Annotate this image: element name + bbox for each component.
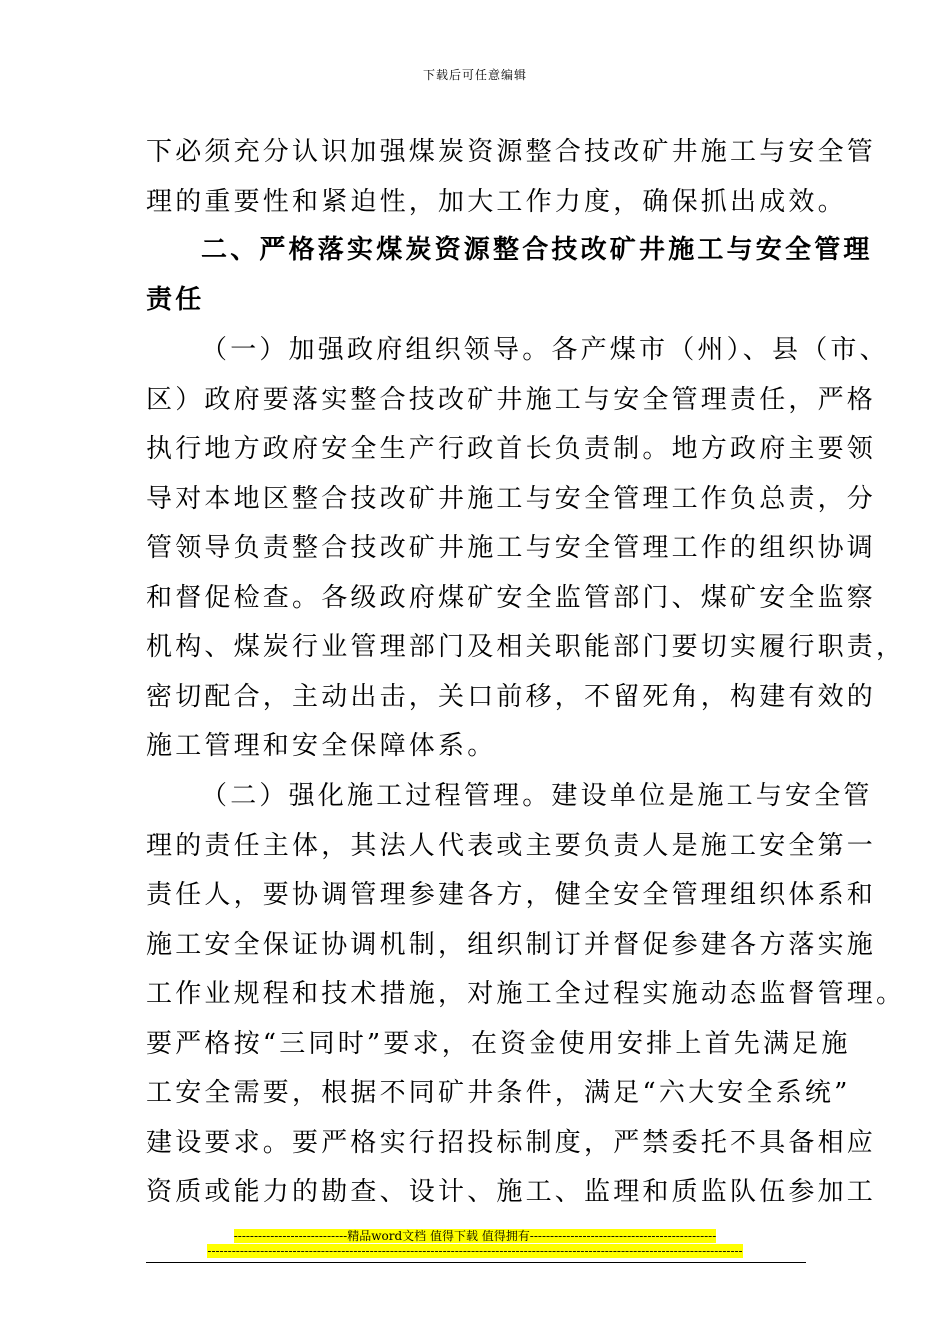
- continuation-paragraph: [146, 128, 877, 227]
- text-line: （二）强化施工过程管理。建设单位是施工与安全管: [201, 781, 873, 811]
- text-line: 下必须充分认识加强煤炭资源整合技改矿井施工与安全管: [146, 137, 877, 167]
- footer-banner-bottom: [0, 1244, 950, 1259]
- text-line: 密切配合，主动出击，关口前移，不留死角，构建有效的: [146, 681, 877, 712]
- text-line: 施工安全保证协调机制，组织制订并督促参建各方落实施: [146, 929, 877, 960]
- text-line: 工作业规程和技术措施，对施工全过程实施动态监督管理。: [146, 979, 906, 1009]
- text-line: 资质或能力的勘查、设计、施工、监理和质监队伍参加工: [146, 1177, 877, 1207]
- text-line: 施工管理和安全保障体系。: [146, 731, 497, 761]
- heading-line: 二、严格落实煤炭资源整合技改矿井施工与安全管理: [201, 235, 873, 265]
- text-line: 责任人，要协调管理参建各方，健全安全管理组织体系和: [146, 880, 877, 910]
- footer-banner-top: [0, 1229, 950, 1244]
- heading-line: 责任: [146, 284, 205, 315]
- paragraph-government-leadership: [146, 326, 906, 772]
- section-heading: [146, 226, 873, 325]
- header-note: 下载后可任意编辑: [422, 68, 527, 82]
- text-line: 执行地方政府安全生产行政首长负责制。地方政府主要领: [146, 434, 877, 464]
- text-line: 导对本地区整合技改矿井施工与安全管理工作负总责，分: [146, 483, 877, 514]
- text-line: 理的责任主体，其法人代表或主要负责人是施工安全第一: [146, 830, 877, 861]
- text-line: 理的重要性和紧迫性，加大工作力度，确保抓出成效。: [146, 186, 847, 217]
- footer-banner-text: ----------------------------精品word文档 值得下载 值得拥有----------------------------------------------: [233, 1229, 717, 1243]
- text-line: 管领导负责整合技改矿井施工与安全管理工作的组织协调: [146, 533, 877, 563]
- text-line: （一）加强政府组织领导。各产煤市（州）、县（市、: [201, 335, 889, 365]
- footer-banner-dashes: ------------------------------------------------------------------------------------------------------------------------------------: [207, 1244, 743, 1258]
- text-line: 机构、煤炭行业管理部门及相关职能部门要切实履行职责，: [146, 632, 906, 662]
- text-line: 区）政府要落实整合技改矿井施工与安全管理责任，严格: [146, 384, 877, 415]
- text-line: 工安全需要，根据不同矿井条件，满足“六大安全系统”: [146, 1078, 851, 1108]
- footer-divider: [146, 1262, 806, 1263]
- paragraph-construction-management: [146, 772, 906, 1218]
- text-line: 要严格按“三同时”要求，在资金使用安排上首先满足施: [146, 1028, 851, 1059]
- text-line: 建设要求。要严格实行招投标制度，严禁委托不具备相应: [146, 1127, 877, 1158]
- text-line: 和督促检查。各级政府煤矿安全监管部门、煤矿安全监察: [146, 582, 877, 613]
